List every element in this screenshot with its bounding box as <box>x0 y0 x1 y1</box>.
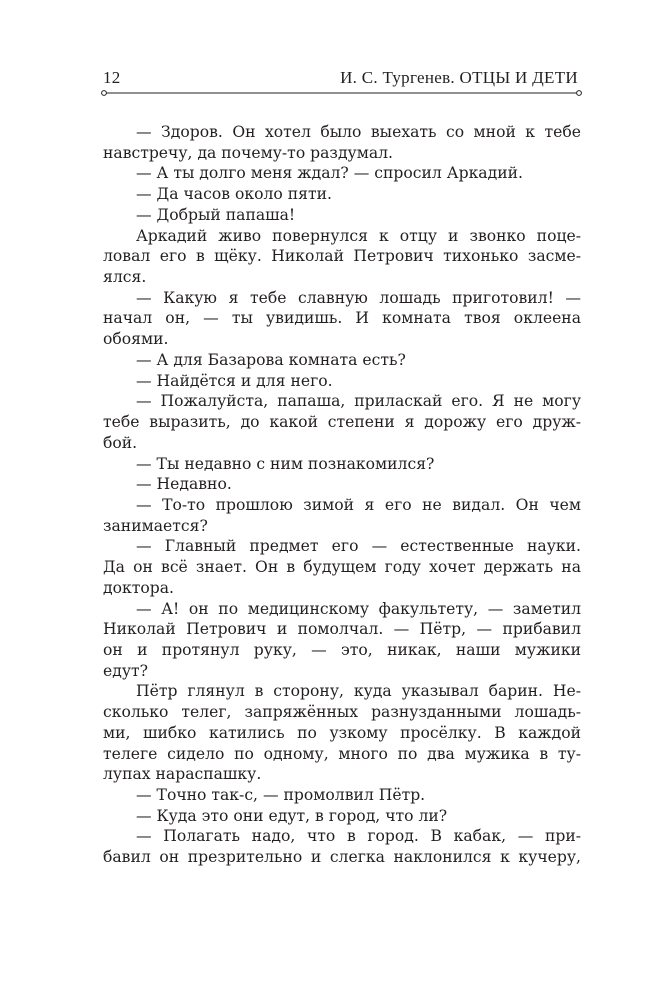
text-line: ловал его в щёку. Николай Петрович тихонько засме- <box>103 247 581 266</box>
text-line: доктора. <box>103 578 174 597</box>
text-line: Да он всё знает. Он в будущем году хочет держать на <box>103 558 581 577</box>
running-header <box>101 66 582 94</box>
text-line: ми, шибко катились по узкому просёлку. В каждой <box>103 723 581 742</box>
running-title: И. С. Тургенев. ОТЦЫ И ДЕТИ <box>340 68 578 87</box>
page-number: 12 <box>103 68 121 87</box>
text-line: телеге сидело по одному, много по два мужика в ту- <box>103 744 581 763</box>
text-line: — Добрый папаша! <box>136 205 296 224</box>
text-line: — А! он по медицинскому факультету, — заметил <box>136 599 581 618</box>
header-rule <box>101 89 582 97</box>
text-line: — Какую я тебе славную лошадь приготовил! — <box>136 288 581 307</box>
text-line: едут? <box>103 661 148 680</box>
text-line: Пётр глянул в сторону, куда указывал барин. Не- <box>136 682 581 701</box>
text-line: бой. <box>103 433 138 452</box>
text-line: — Ты недавно с ним познакомился? <box>136 454 435 473</box>
text-line: — А ты долго меня ждал? — спросил Аркадий. <box>136 164 523 183</box>
text-line: лупах нараспашку. <box>103 765 262 784</box>
text-line: тебе выразить, до какой степени я дорожу его друж- <box>103 413 581 432</box>
text-line: — Точно так-с, — промолвил Пётр. <box>136 786 426 804</box>
text-line: — Здоров. Он хотел было выехать со мной к тебе <box>136 123 581 141</box>
text-line: — Пожалуйста, папаша, приласкай его. Я не могу <box>136 392 581 411</box>
text-line: Николай Петрович и помолчал. — Пётр, — прибавил <box>103 620 581 639</box>
text-line: — А для Базарова комната есть? <box>136 350 406 369</box>
text-line: обоями. <box>103 330 169 349</box>
text-line: Аркадий живо повернулся к отцу и звонко поце- <box>136 226 581 245</box>
text-line: занимается? <box>103 516 208 535</box>
body-text <box>103 122 581 868</box>
text-line: он и протянул руку, — это, никак, наши мужики <box>103 640 581 659</box>
text-line: — То-то прошлою зимой я его не видал. Он чем <box>136 495 581 514</box>
text-line: — Куда это они едут, в город, что ли? <box>136 806 448 825</box>
text-line: начал он, — ты увидишь. И комната твоя оклеена <box>103 309 581 328</box>
text-line: — Найдётся и для него. <box>136 371 333 390</box>
text-line: навстречу, да почему-то раздумал. <box>103 143 394 162</box>
text-line: сколько телег, запряжённых разнузданными лошадь- <box>103 703 581 722</box>
text-line: — Полагать надо, что в город. В кабак, — при- <box>136 827 581 846</box>
text-line: — Да часов около пяти. <box>136 185 332 204</box>
text-line: — Недавно. <box>136 475 232 494</box>
text-line: ялся. <box>103 268 147 287</box>
text-line: — Главный предмет его — естественные науки. <box>136 537 581 556</box>
text-line: бавил он презрительно и слегка наклонился к кучеру, <box>103 848 581 867</box>
